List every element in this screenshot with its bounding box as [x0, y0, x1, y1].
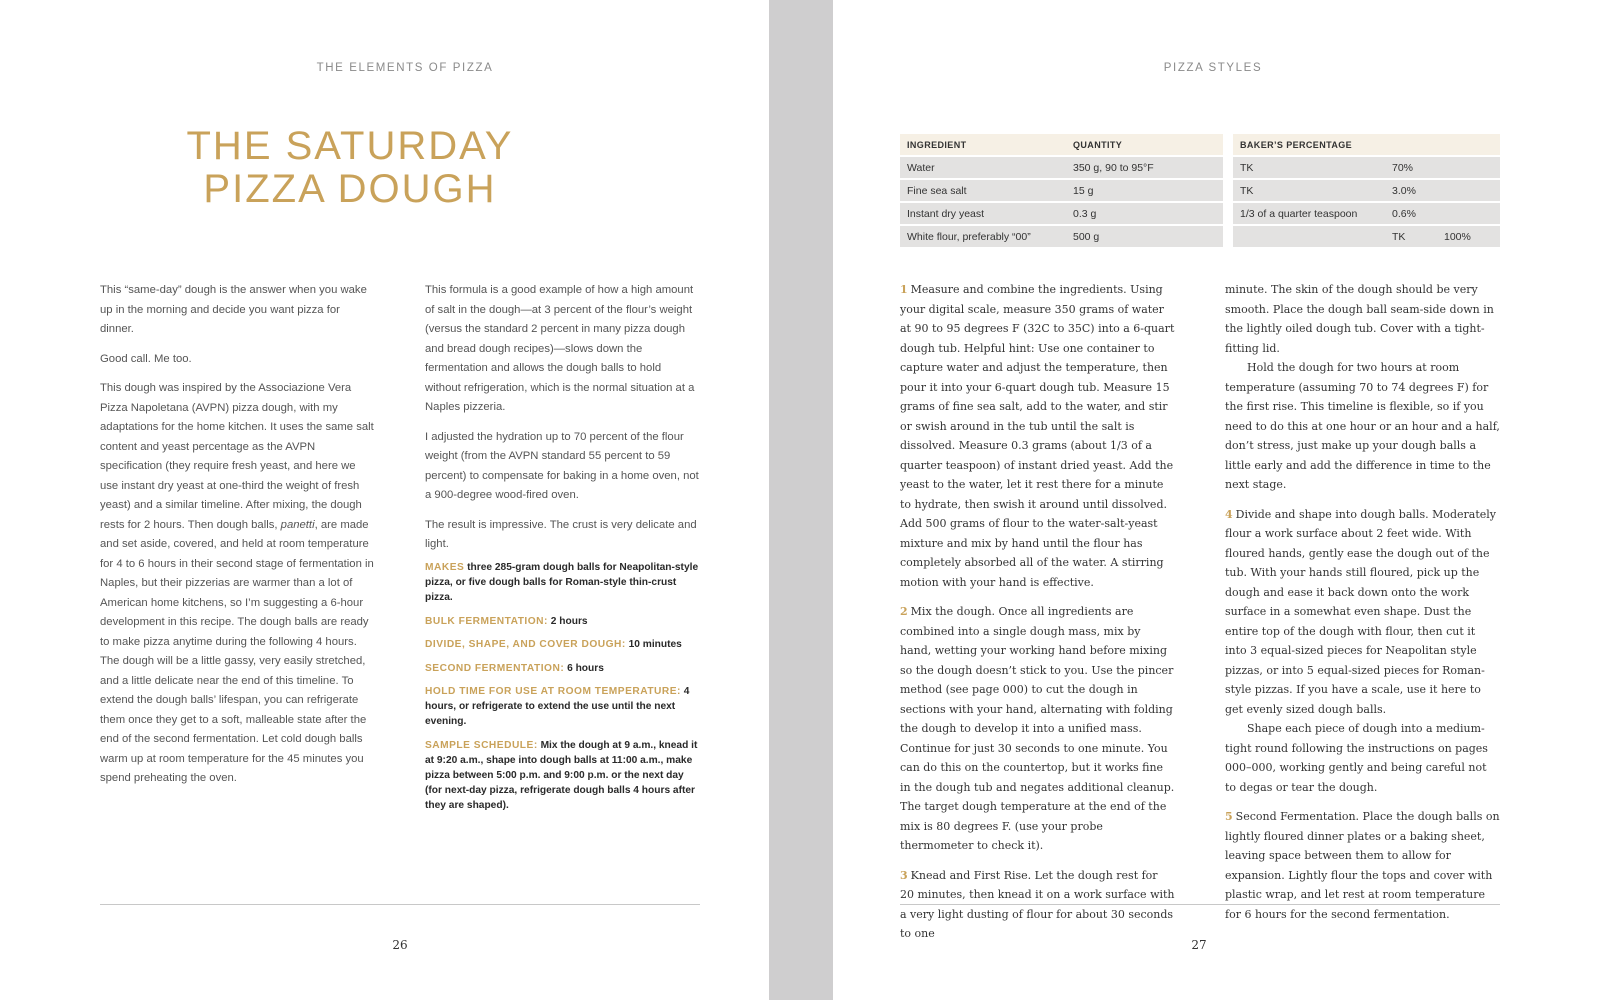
step [900, 280, 1175, 592]
table-header-row [900, 134, 1223, 155]
step-number: 4 [1225, 507, 1233, 521]
bakers-percentage-table [1233, 132, 1500, 249]
meta-item [425, 614, 700, 629]
steps-column-1 [900, 280, 1175, 954]
table-cell: 0.6% [1385, 203, 1437, 224]
meta-label: SECOND FERMENTATION: [425, 662, 565, 674]
text-run: , are made and set aside, covered, and held at room temperature for 4 to 6 hours in their second stage of fermentation in Naples, but their pizzerias are warmer than a lot of American home kitchens, so I’m suggesting a 6-hour development in this recipe. The dough balls are ready to make pizza anytime during the following 4 hours. The dough will be a little gassy, very easily stretched, and a little delicate near the end of this timeline. To extend the dough balls’ lifespan, you can refrigerate them once they get to a soft, malleable state after the end of the second fermentation. Let cold dough balls warm up at room temperature for the 45 minutes you spend preheating the oven. [100, 518, 374, 784]
table-cell: TK [1233, 157, 1385, 178]
step-text: Divide and shape into dough balls. Moderately flour a work surface about 2 feet wide. With floured hands, gently ease the dough out of the tub. With your hands still floured, pick up the dough and ease it back down onto the work surface in a somewhat even shape. Dust the entire top of the dough with flour, then cut it into 3 equal-sized pieces for Neapolitan style pizzas, or into 5 equal-sized pieces for Roman-style pizzas. If you have a scale, use it here to get evenly sized dough balls. [1225, 507, 1496, 716]
table-row [1233, 203, 1500, 224]
table-cell: 1/3 of a quarter teaspoon [1233, 203, 1385, 224]
meta-label: DIVIDE, SHAPE, AND COVER DOUGH: [425, 639, 626, 650]
left-page [0, 0, 769, 1000]
table-row [1233, 226, 1500, 247]
table-cell: 500 g [1066, 226, 1223, 247]
running-head: PIZZA STYLES [1163, 62, 1263, 74]
step-text: Mix the dough. Once all ingredients are combined into a single dough mass, mix by hand, wetting your working hand before mixing so the dough doesn’t stick to you. Use the pincer method (see page 000) to cut the dough in sections with your hand, alternating with folding the dough to develop it into a unified mass. Continue for just 30 seconds to one minute. You can do this on the countertop, but it works fine in the dough tub and negates additional cleanup. The target dough temperature at the end of the mix is 80 degrees F. (use your probe thermometer to check it). [900, 605, 1175, 852]
ingredient-table [900, 132, 1223, 249]
footer-rule [900, 904, 1500, 905]
meta-value: 4 hours, or refrigerate to extend the use until the next evening. [425, 686, 690, 727]
paragraph: This formula is a good example of how a high amount of salt in the dough—at 3 percent of the flour’s weight (versus the standard 2 percent in many pizza dough and bread dough recipes)—slows down the fermentation and allows the dough balls to hold without refrigeration, which is the normal situation at a Naples pizzeria. [425, 284, 695, 413]
paragraph: Hold the dough for two hours at room temperature (assuming 70 to 74 degrees F) for the first rise. This timeline is flexible, so if you need to do this at one hour or an hour and a half, don’t stress, just make up your dough balls a little early and add the difference in time to the next stage. [1225, 361, 1500, 491]
meta-label: MAKES [425, 562, 465, 573]
column-header: BAKER’S PERCENTAGE [1233, 134, 1500, 155]
page-number: 26 [392, 938, 408, 952]
book-gutter [769, 0, 833, 1000]
meta-label: HOLD TIME FOR USE AT ROOM TEMPERATURE: [425, 686, 681, 697]
italic-term: panetti [280, 518, 315, 531]
text-run: This dough was inspired by the Associazione Vera Pizza Napoletana (AVPN) pizza dough, with my adaptations for the home kitchen. It uses the same salt content and yeast percentage as the AVPN specification (they require fresh yeast, and here we use instant dry yeast at one-third the weight of fresh yeast) and a similar timeline. After mixing, the dough rests for 2 hours. Then dough balls, [100, 382, 374, 531]
table-cell: 15 g [1066, 180, 1223, 201]
title-line: THE SATURDAY [186, 124, 514, 168]
step [900, 602, 1175, 856]
table-cell: TK [1385, 226, 1437, 247]
recipe-title [100, 125, 600, 211]
paragraph: The result is impressive. The crust is very delicate and light. [425, 518, 697, 550]
meta-item [425, 560, 700, 605]
recipe-metadata [425, 560, 700, 821]
intro-column-1 [100, 281, 375, 799]
table-cell: Fine sea salt [900, 180, 1066, 201]
table-row [900, 180, 1223, 201]
column-header: INGREDIENT [900, 134, 1066, 155]
column-header: QUANTITY [1066, 134, 1223, 155]
step-number: 3 [900, 868, 908, 882]
table-row [1233, 180, 1500, 201]
paragraph: Shape each piece of dough into a medium-tight round following the instructions on pages 000–000, working gently and being careful not to degas or tear the dough. [1225, 722, 1488, 794]
table-header-row [1233, 134, 1500, 155]
table-cell [1437, 203, 1500, 224]
step-text: Second Fermentation. Place the dough balls on lightly floured dinner plates or a baking sheet, leaving space between them to allow for expansion. Lightly flour the tops and cover with plastic wrap, and let rest at room temperature for 6 hours for the second fermentation. [1225, 810, 1500, 921]
meta-item [425, 637, 700, 652]
meta-value: three 285-gram dough balls for Neapolitan-style pizza, or five dough balls for Roman-style thin-crust pizza. [425, 562, 699, 603]
table-cell: Water [900, 157, 1066, 178]
paragraph [100, 379, 375, 789]
table-cell: 3.0% [1385, 180, 1437, 201]
table-cell: TK [1233, 180, 1385, 201]
table-cell [1437, 157, 1500, 178]
table-row [1233, 157, 1500, 178]
step [1225, 505, 1500, 720]
title-line: PIZZA DOUGH [203, 167, 497, 211]
step-number: 5 [1225, 810, 1233, 823]
paragraph: This “same-day” dough is the answer when you wake up in the morning and decide you want pizza for dinner. [100, 284, 367, 335]
meta-item [425, 684, 700, 729]
intro-column-2 [425, 281, 700, 565]
table-cell: 100% [1437, 226, 1500, 247]
meta-item [425, 738, 700, 813]
meta-value: 10 minutes [628, 639, 682, 650]
table-cell [1437, 180, 1500, 201]
table-cell: 70% [1385, 157, 1437, 178]
page-number: 27 [1191, 938, 1207, 952]
step-number: 1 [900, 283, 908, 296]
table-row [900, 226, 1223, 247]
footer-rule [100, 904, 700, 905]
meta-value: 6 hours [567, 662, 604, 674]
meta-item [425, 661, 700, 676]
table-cell: 350 g, 90 to 95°F [1066, 157, 1223, 178]
paragraph: Good call. Me too. [100, 352, 192, 365]
meta-value: Mix the dough at 9 a.m., knead it at 9:20 a.m., shape into dough balls at 11:00 a.m., make pizza between 5:00 p.m. and 9:00 p.m. or the next day (for next-day pizza, refrigerate dough balls 4 hours after they are shaped). [425, 739, 698, 811]
paragraph: minute. The skin of the dough should be very smooth. Place the dough ball seam-side down in the lightly oiled dough tub. Cover with a tight-fitting lid. [1225, 283, 1494, 355]
meta-label: SAMPLE SCHEDULE: [425, 739, 538, 751]
paragraph: I adjusted the hydration up to 70 percent of the flour weight (from the AVPN standard 55 percent to 59 percent) to compensate for baking in a home oven, not a 900-degree wood-fired oven. [425, 430, 699, 501]
right-page [833, 0, 1600, 1000]
table-cell: Instant dry yeast [900, 203, 1066, 224]
step-text: Measure and combine the ingredients. Using your digital scale, measure 350 grams of water at 90 to 95 degrees F (32C to 35C) into a 6-quart dough tub. Helpful hint: Use one container to capture water and adjust the temperature, then pour it into your 6-quart dough tub. Measure 15 grams of fine sea salt, add to the water, and stir or swish around in the tub until the salt is dissolved. Measure 0.3 grams (about 1/3 of a quarter teaspoon) of instant dried yeast. Add the yeast to the water, let it rest there for a minute to hydrate, then swish it around until dissolved. Add 500 grams of flour to the water-salt-yeast mixture and mix by hand until the flour has completely absorbed all of the water. A stirring motion with your hand is effective. [900, 283, 1175, 589]
step-number: 2 [900, 605, 908, 618]
step [1225, 807, 1500, 924]
running-head: THE ELEMENTS OF PIZZA [316, 62, 494, 74]
table-row [900, 203, 1223, 224]
table-cell [1233, 226, 1385, 247]
table-row [900, 157, 1223, 178]
steps-column-2 [1225, 280, 1500, 934]
table-cell: 0.3 g [1066, 203, 1223, 224]
table-cell: White flour, preferably “00” [900, 226, 1066, 247]
meta-label: BULK FERMENTATION: [425, 615, 548, 627]
meta-value: 2 hours [550, 615, 588, 627]
step-text: Knead and First Rise. Let the dough rest for 20 minutes, then knead it on a work surface with a very light dusting of flour for about 30 seconds to one [900, 868, 1175, 940]
